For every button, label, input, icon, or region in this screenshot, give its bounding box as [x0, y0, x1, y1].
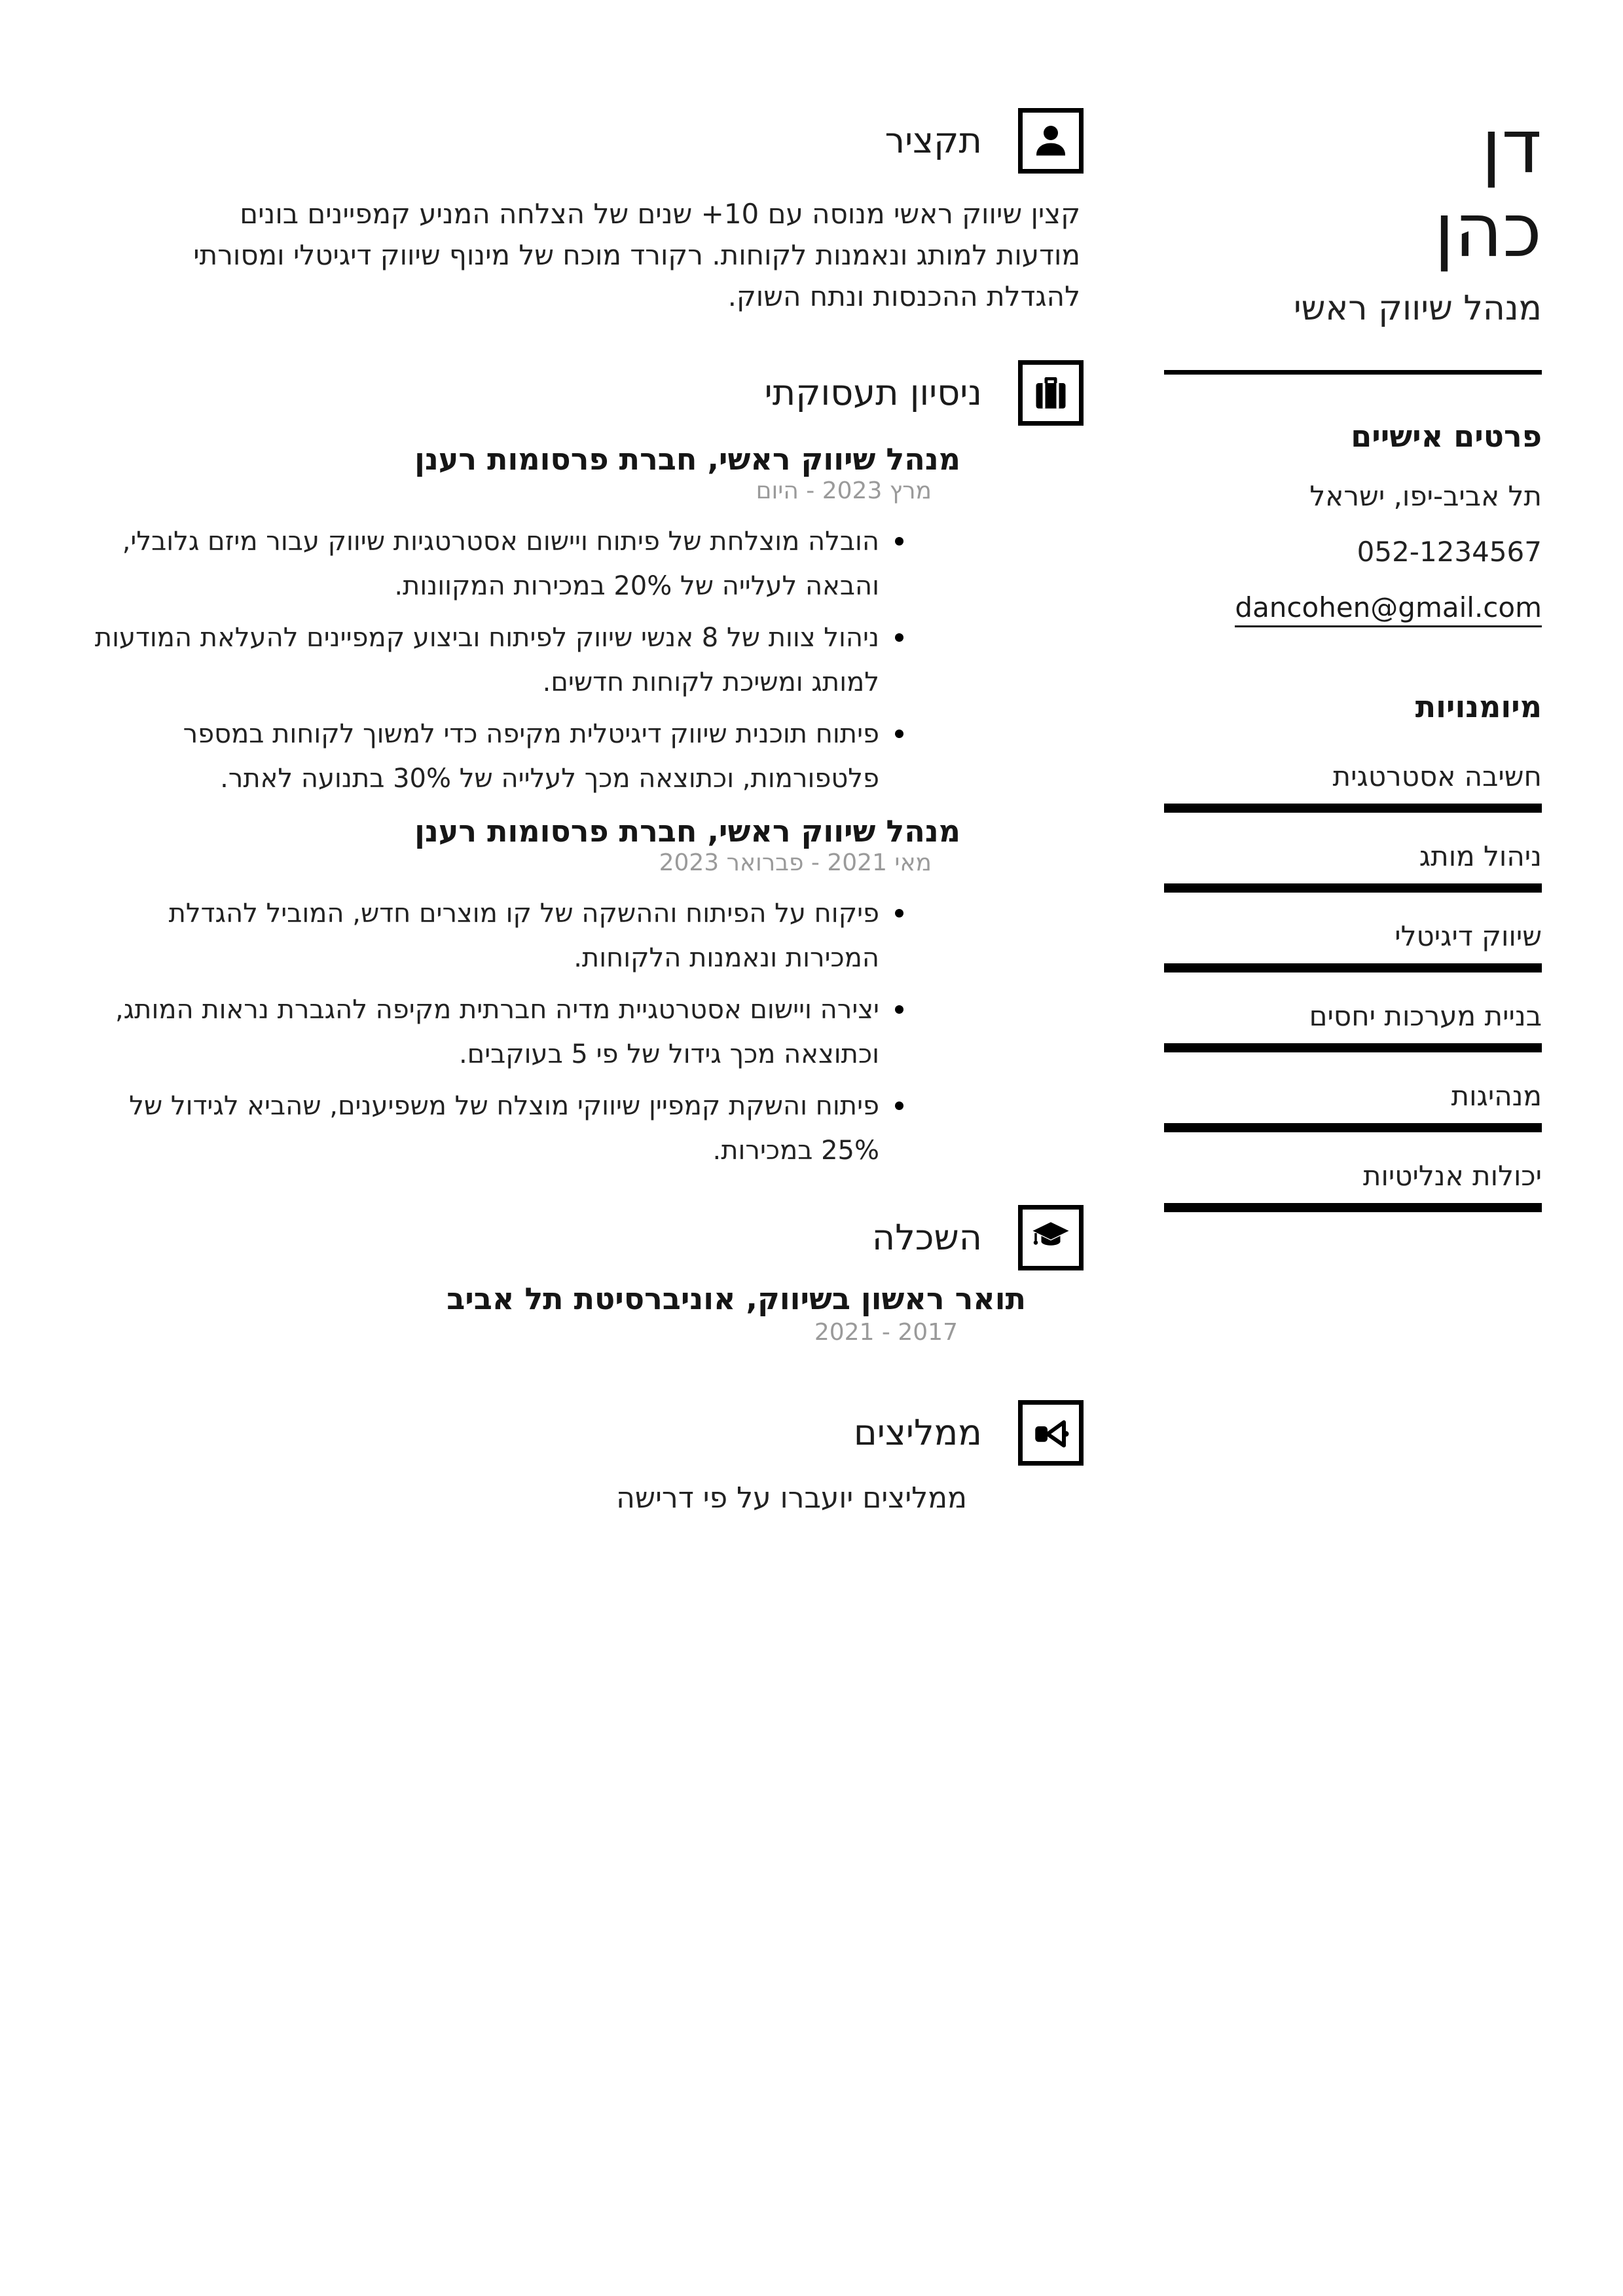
skill-item — [1164, 840, 1542, 893]
skill-bar — [1164, 804, 1542, 813]
job-entry — [92, 442, 1080, 801]
skill-item — [1164, 919, 1542, 972]
job-bullet: פיתוח תוכנית שיווק דיגיטלית מקיפה כדי למשוך לקוחות במספר פלטפורמות, וכתוצאה מכך לעלייה של 30% בתנועה לאתר. — [92, 712, 879, 801]
personal-details-heading: פרטים אישיים — [1351, 418, 1542, 454]
summary-section — [92, 108, 1080, 317]
references-section-head — [92, 1400, 1080, 1466]
skill-bar-fill — [1164, 1203, 1542, 1212]
skill-label: חשיבה אסטרטגית — [1332, 760, 1542, 792]
candidate-job-title: מנהל שיווק ראשי — [1293, 289, 1542, 328]
job-dates: מאי 2021 - פברואר 2023 — [659, 849, 932, 876]
skill-bar — [1164, 963, 1542, 972]
skill-item — [1164, 760, 1542, 813]
email-row — [1164, 591, 1542, 625]
skill-bar — [1164, 1043, 1542, 1052]
skill-label: ניהול מותג — [1419, 840, 1542, 872]
graduation-cap-icon — [1018, 1205, 1084, 1270]
summary-section-head — [92, 108, 1080, 174]
job-dates: מרץ 2023 - היום — [756, 477, 932, 504]
job-entry — [92, 814, 1080, 1173]
job-title: מנהל שיווק ראשי, חברת פרסומות רענן — [414, 441, 960, 477]
job-bullet: הובלה מוצלחת של פיתוח ויישום אסטרטגיות שיווק עבור מיזם גלובלי, והבאה לעלייה של 20% במכירות המקוונות. — [92, 519, 879, 608]
skill-bar-fill — [1164, 804, 1542, 813]
candidate-name — [1164, 105, 1542, 272]
job-bullet: פיקוח על הפיתוח וההשקה של קו מוצרים חדש, המוביל להגדלת המכירות ונאמנות הלקוחות. — [92, 891, 879, 980]
candidate-last-name: כהן — [1434, 187, 1542, 274]
references-section — [92, 1400, 1080, 1517]
location-text: תל אביב-יפו, ישראל — [1309, 480, 1542, 512]
degree-title: תואר ראשון בשיווק, אוניברסיטת תל אביב — [447, 1281, 1026, 1316]
skill-item — [1164, 1159, 1542, 1212]
personal-details-section — [1164, 419, 1542, 646]
skill-item — [1164, 999, 1542, 1052]
skill-label: יכולות אנליטיות — [1362, 1160, 1542, 1192]
education-heading: השכלה — [871, 1217, 982, 1258]
person-icon — [1018, 108, 1084, 174]
skill-item — [1164, 1079, 1542, 1132]
skill-label: שיווק דיגיטלי — [1395, 920, 1542, 952]
job-bullet-list — [92, 891, 1080, 1173]
job-bullet: פיתוח והשקת קמפיין שיווקי מוצלח של משפיענים, שהביא לגידול של 25% במכירות. — [92, 1084, 879, 1173]
references-heading: ממליצים — [853, 1412, 982, 1453]
skills-heading: מיומנויות — [1415, 689, 1542, 724]
summary-heading: תקציר — [884, 120, 982, 161]
candidate-first-name: דן — [1481, 103, 1542, 190]
summary-text: קצין שיווק ראשי מנוסה עם 10+ שנים של הצלחה המניע קמפיינים בונים מודעות למותג ונאמנות לקוחות. רקורד מוכח של מינוף שיווק דיגיטלי ומסורתי להגדלת ההכנסות ונתח השוק. — [193, 198, 1080, 312]
megaphone-icon — [1018, 1400, 1084, 1466]
skill-label: מנהיגות — [1451, 1080, 1542, 1112]
sidebar-divider — [1164, 370, 1542, 375]
references-text: ממליצים יועברו על פי דרישה — [616, 1481, 967, 1515]
phone-text: 052-1234567 — [1357, 536, 1542, 568]
skills-section — [1164, 690, 1542, 1239]
experience-heading: ניסיון תעסוקתי — [764, 372, 982, 413]
education-dates: 2017 - 2021 — [814, 1319, 958, 1346]
skill-bar — [1164, 1123, 1542, 1132]
skill-bar-fill — [1164, 963, 1542, 972]
experience-section-head — [92, 360, 1080, 426]
skill-bar-fill — [1164, 883, 1542, 893]
experience-section — [92, 360, 1080, 1180]
job-bullet: ניהול צוות של 8 אנשי שיווק לפיתוח וביצוע קמפיינים להעלאת המודעות למותג ומשיכת לקוחות חדשים. — [92, 616, 879, 705]
job-bullet-list — [92, 519, 1080, 801]
job-bullet: יצירה ויישום אסטרטגיית מדיה חברתית מקיפה להגברת נראות המותג, וכתוצאה מכך גידול של פי 5 בעוקבים. — [92, 988, 879, 1077]
email-link[interactable]: dancohen@gmail.com — [1235, 591, 1542, 627]
job-title: מנהל שיווק ראשי, חברת פרסומות רענן — [414, 813, 960, 849]
education-section — [92, 1205, 1080, 1346]
skill-bar-fill — [1164, 1123, 1542, 1132]
skill-bar-fill — [1164, 1043, 1542, 1052]
skill-label: בניית מערכות יחסים — [1309, 1000, 1542, 1032]
skill-bar — [1164, 883, 1542, 893]
briefcase-icon — [1018, 360, 1084, 426]
skill-bar — [1164, 1203, 1542, 1212]
education-section-head — [92, 1205, 1080, 1270]
